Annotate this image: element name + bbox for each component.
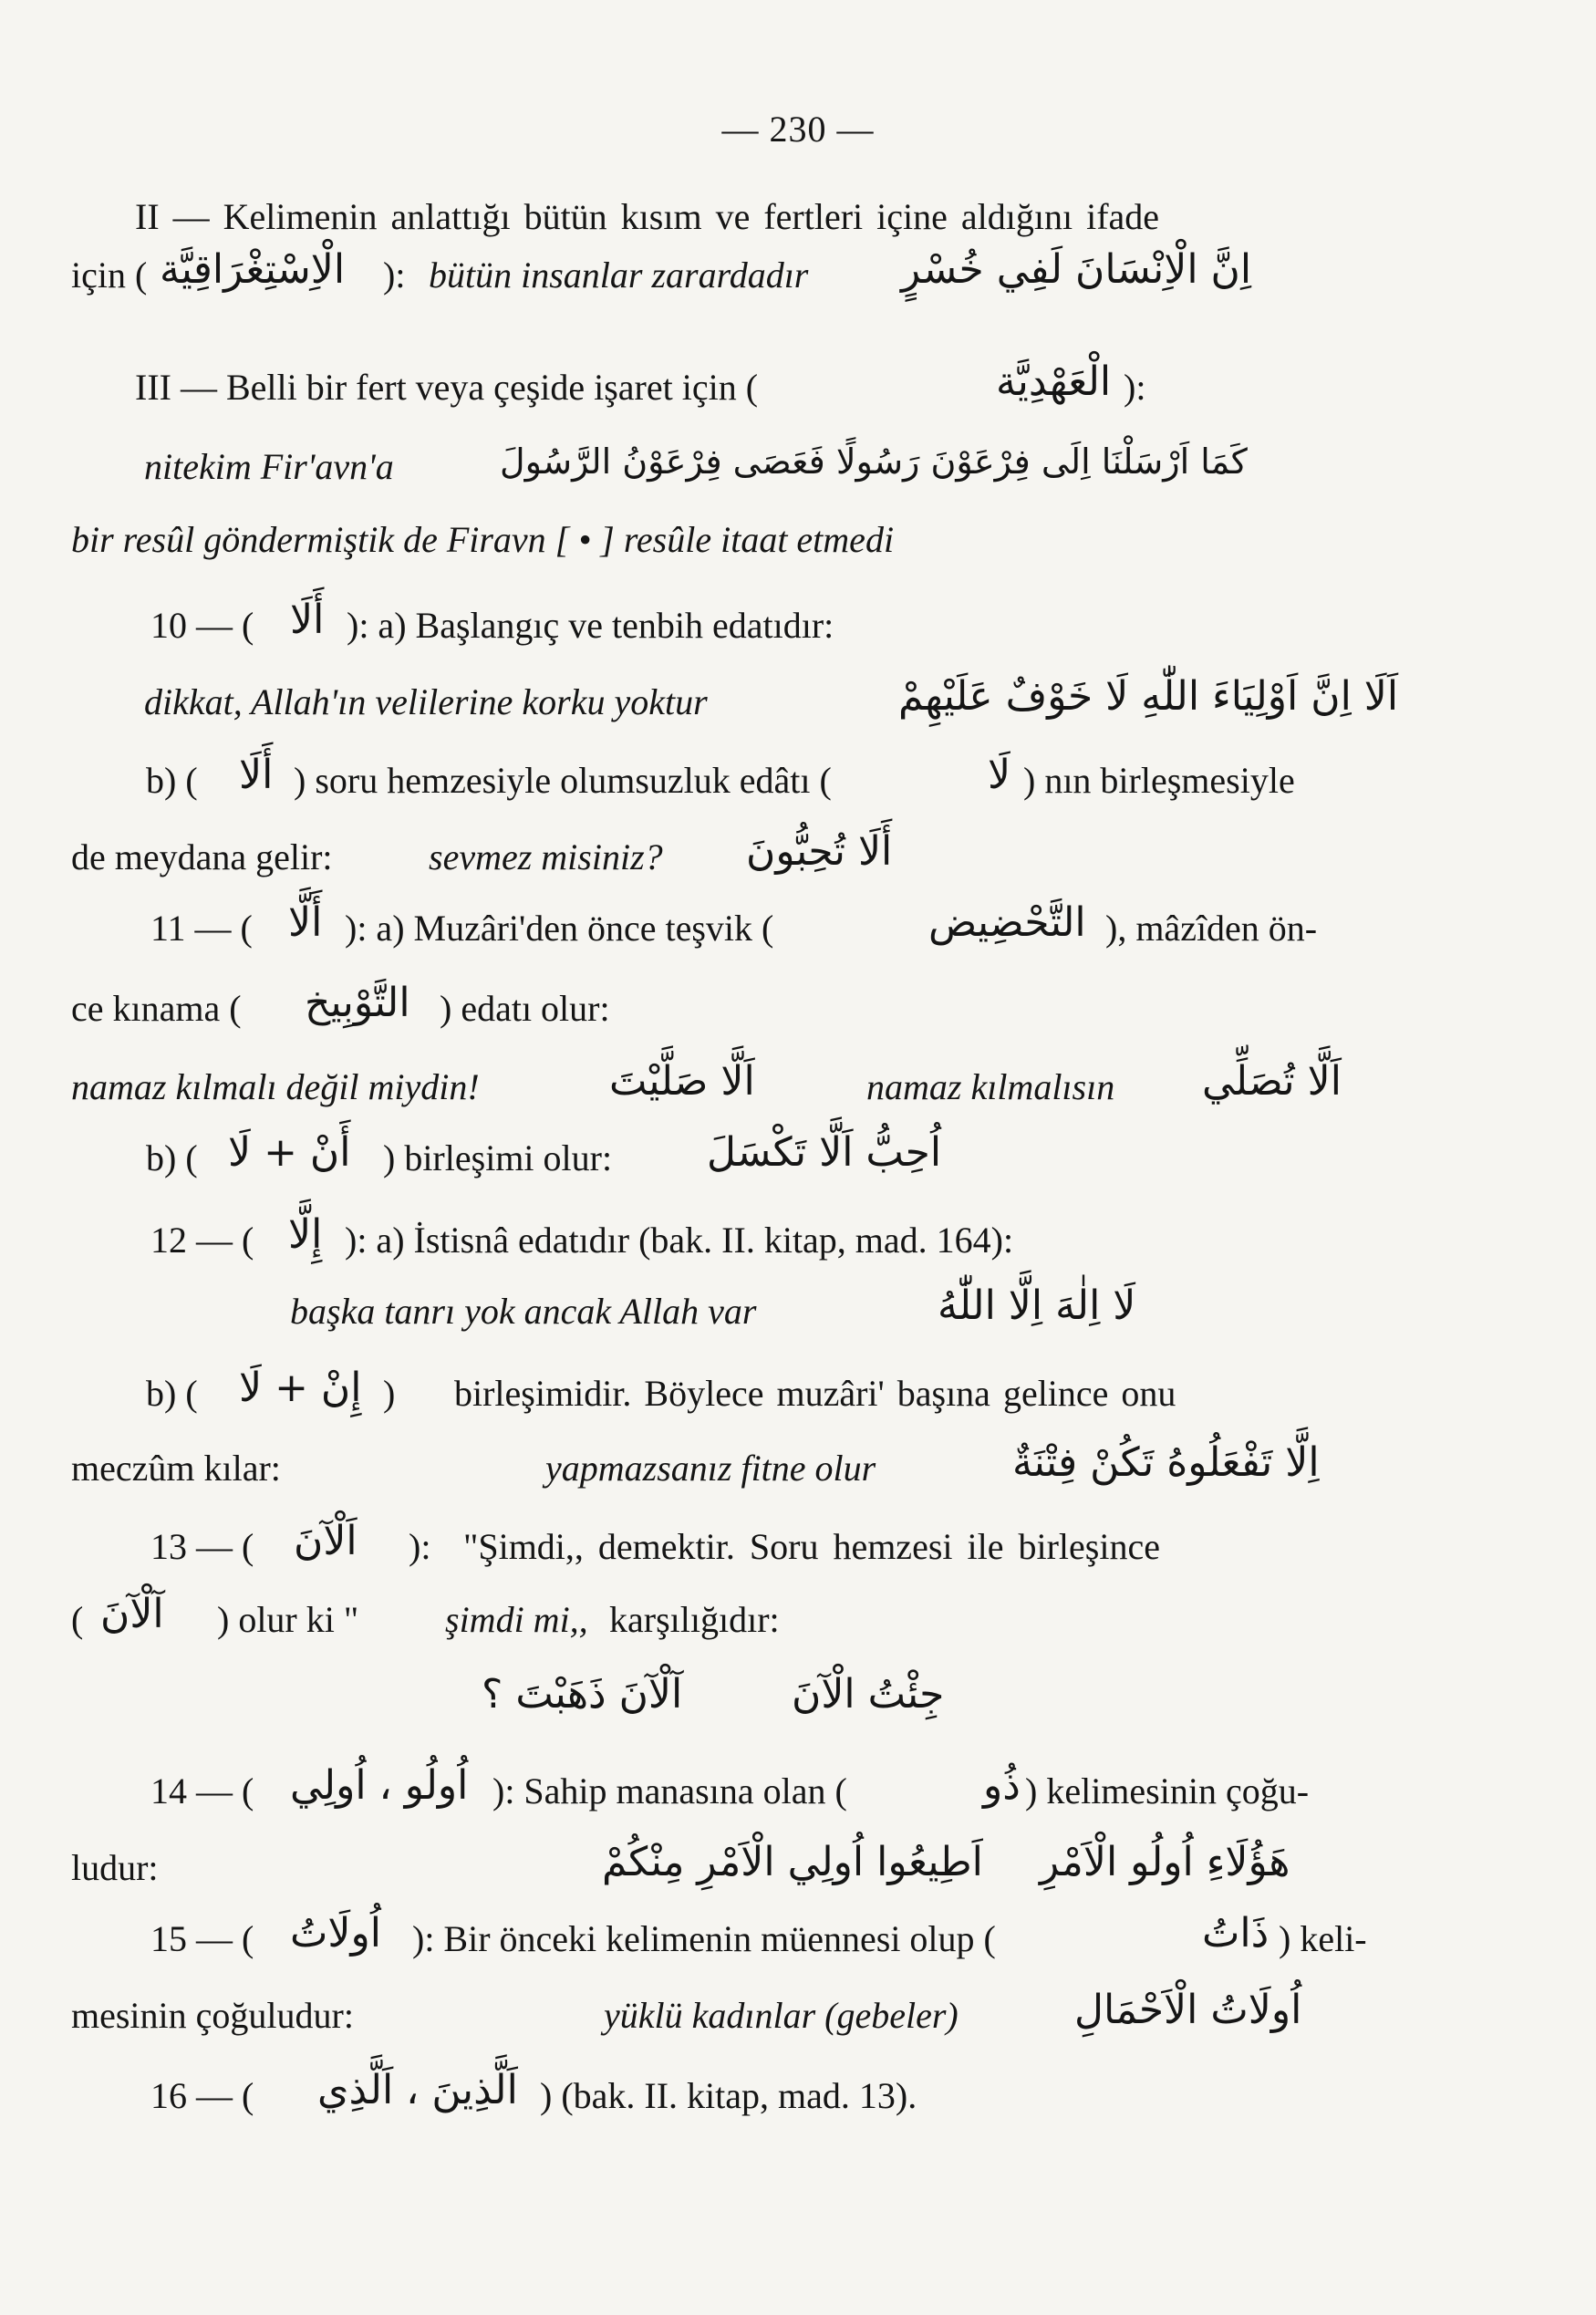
text: birleşimidir. Böylece muzâri' başına gelince onu (454, 1373, 1176, 1414)
line-5 (0, 513, 1596, 567)
text: ) (383, 1373, 396, 1414)
translation: yapmazsanız fitne olur (545, 1448, 876, 1489)
text: ) birleşimi olur: (383, 1137, 613, 1178)
arabic-term: اُولَاتُ (290, 1910, 381, 1957)
translation: bir resûl göndermiştik de Firavn [ • ] resûle itaat etmedi (71, 519, 895, 560)
line-23 (0, 1912, 1596, 1967)
page-number: — 230 — (721, 109, 875, 150)
arabic-term: ذَاتُ (1202, 1910, 1270, 1957)
line-7 (0, 675, 1596, 730)
arabic-term: التَّحْضِيض (928, 899, 1086, 946)
arabic-term: أَلَّا (288, 899, 323, 946)
text: mesinin çoğuludur: (71, 1995, 354, 2036)
arabic-example: كَمَا اَرْسَلْنَا اِلَى فِرْعَوْنَ رَسُولًا فَعَصَى فِرْعَوْنُ الرَّسُولَ (500, 441, 1248, 482)
text: ) nın birleşmesiyle (1023, 760, 1295, 801)
text: meczûm kılar: (71, 1448, 281, 1489)
line-1 (0, 190, 1596, 244)
arabic-term: أَلَا (239, 752, 274, 798)
arabic-term: التَّوْبِيخ (305, 980, 410, 1026)
arabic-example: اِنَّ الْاِنْسَانَ لَفِي خُسْرٍ (901, 246, 1252, 293)
text: ): (383, 254, 406, 296)
text: "Şimdi,, demektir. Soru hemzesi ile birleşince (463, 1526, 1160, 1567)
line-16 (0, 1366, 1596, 1421)
line-18 (0, 1520, 1596, 1574)
entry-14: 14 — ( (150, 1770, 254, 1812)
arabic-term: اُولُو ، اُولِي (290, 1762, 469, 1809)
arabic-example: أَلَا تُحِبُّونَ (746, 828, 893, 875)
text: ( (71, 1599, 84, 1640)
line-13 (0, 1131, 1596, 1186)
arabic-example: هَؤُلَاءِ اُولُو الْاَمْرِ (1040, 1839, 1290, 1885)
text: ): a) İstisnâ edatıdır (bak. II. kitap, mad. 164): (345, 1220, 1014, 1261)
text: ) keli- (1279, 1918, 1367, 1959)
arabic-example: آلْآنَ ذَهَبْتَ ؟ (482, 1671, 683, 1718)
line-19 (0, 1593, 1596, 1647)
translation: bütün insanlar zarardadır (429, 254, 809, 296)
text: b) ( (146, 1373, 198, 1414)
text: ludur: (71, 1847, 159, 1888)
arabic-term: إِنْ + لَا (239, 1365, 362, 1411)
text: ), mâzîden ön- (1105, 908, 1318, 949)
text: de meydana gelir: (71, 836, 333, 877)
text: için ( (71, 254, 148, 296)
translation: namaz kılmalı değil miydin! (71, 1066, 480, 1107)
entry-16: 16 — ( (150, 2075, 254, 2116)
text: ): (1124, 367, 1146, 408)
arabic-term: أَلَا (290, 597, 325, 643)
text: ) kelimesinin çoğu- (1025, 1770, 1310, 1812)
text: karşılığıdır: (609, 1599, 780, 1640)
text: ) (bak. II. kitap, mad. 13). (540, 2075, 917, 2116)
text: ): Sahip manasına olan ( (492, 1770, 847, 1812)
arabic-example: جِئْتُ الْآنَ (792, 1671, 945, 1718)
arabic-term: لَا (988, 752, 1011, 798)
text: b) ( (146, 1137, 198, 1178)
arabic-example: اَلَا اِنَّ اَوْلِيَاءَ اللّٰهِ لَا خَوْفٌ عَلَيْهِمْ (898, 673, 1399, 720)
arabic-example: اُحِبُّ اَلَّا تَكْسَلَ (707, 1129, 942, 1176)
line-8 (0, 753, 1596, 808)
arabic-example: لَا اِلٰهَ اِلَّا اللّٰهُ (938, 1282, 1136, 1329)
line-20 (0, 1673, 1596, 1728)
text: b) ( (146, 760, 198, 801)
line-21 (0, 1764, 1596, 1819)
arabic-term: الْعَهْدِيَّة (996, 358, 1112, 405)
arabic-term: اَلَّذِينَ ، اَلَّذِي (317, 2067, 518, 2113)
translation: yüklü kadınlar (gebeler) (604, 1995, 959, 2036)
arabic-term: أَنْ + لَا (228, 1129, 351, 1176)
translation: şimdi mi,, (445, 1599, 588, 1640)
entry-15: 15 — ( (150, 1918, 254, 1959)
section-iii-heading: III — Belli bir fert veya çeşide işaret için ( (135, 367, 759, 408)
entry-13: 13 — ( (150, 1526, 254, 1567)
text: ce kınama ( (71, 988, 242, 1029)
line-3 (0, 360, 1596, 415)
line-4 (0, 440, 1596, 494)
text: ): a) Muzâri'den önce teşvik ( (345, 908, 774, 949)
line-10 (0, 901, 1596, 956)
arabic-term: ذُو (983, 1762, 1021, 1809)
arabic-example: اَطِيعُوا اُولِي الْاَمْرِ مِنْكُمْ (602, 1839, 983, 1885)
entry-10: 10 — ( (150, 605, 254, 646)
arabic-example: اِلَّا تَفْعَلُوهُ تَكُنْ فِتْنَةٌ (1012, 1439, 1320, 1486)
line-9 (0, 830, 1596, 885)
line-15 (0, 1284, 1596, 1339)
arabic-example: اَلَّا صَلَّيْتَ (609, 1058, 755, 1105)
translation: namaz kılmalısın (866, 1066, 1115, 1107)
line-22 (0, 1841, 1596, 1895)
section-ii-heading: II — Kelimenin anlattığı bütün kısım ve fertleri içine aldığını ifade (135, 196, 1160, 237)
line-14 (0, 1213, 1596, 1268)
line-2 (0, 248, 1596, 303)
line-6 (0, 598, 1596, 653)
arabic-term: آلْآنَ (100, 1591, 164, 1637)
text: ) soru hemzesiyle olumsuzluk edâtı ( (294, 760, 832, 801)
arabic-term: الْاِسْتِغْرَاقِيَّة (160, 246, 346, 293)
line-11 (0, 981, 1596, 1036)
text: ): a) Başlangıç ve tenbih edatıdır: (347, 605, 834, 646)
text: ) edatı olur: (440, 988, 610, 1029)
arabic-term: اَلْآنَ (294, 1518, 358, 1564)
translation: sevmez misiniz? (429, 836, 663, 877)
entry-11: 11 — ( (150, 908, 253, 949)
text: ): Bir önceki kelimenin müennesi olup ( (412, 1918, 996, 1959)
arabic-example: اَلَّا تُصَلِّي (1202, 1058, 1342, 1105)
line-17 (0, 1441, 1596, 1496)
line-24 (0, 1988, 1596, 2043)
text: ) olur ki " (217, 1599, 359, 1640)
line-12 (0, 1060, 1596, 1115)
text: ): (409, 1526, 431, 1567)
translation: nitekim Fir'avn'a (144, 446, 394, 487)
translation: başka tanrı yok ancak Allah var (290, 1291, 757, 1332)
line-25 (0, 2069, 1596, 2123)
arabic-example: اُولَاتُ الْاَحْمَالِ (1074, 1987, 1302, 2033)
arabic-term: إِلَّا (288, 1211, 323, 1258)
entry-12: 12 — ( (150, 1220, 254, 1261)
translation: dikkat, Allah'ın velilerine korku yoktur (144, 681, 708, 722)
